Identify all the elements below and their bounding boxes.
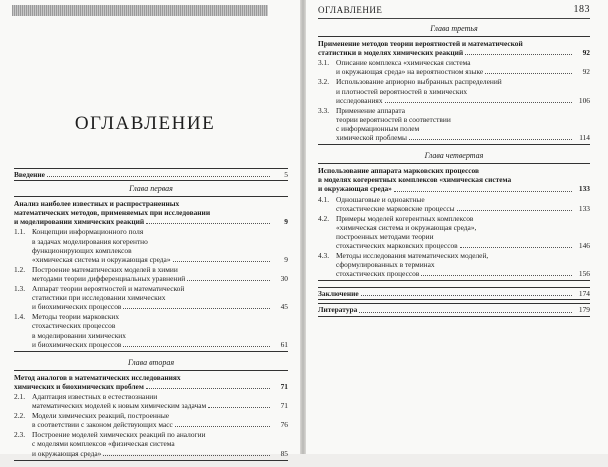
toc-item-4-2: 4.2. Примеры моделей когерентных комплексов «химическая система и окружающая среда», построенных методами теории стохастических марковских процессов 146: [318, 213, 590, 250]
chapter-3-title: Глава третья: [430, 24, 478, 33]
chapter-4-page: 133: [578, 184, 590, 194]
toc-left: [14, 168, 288, 467]
chapter-2-page: 71: [280, 381, 288, 391]
page-title: ОГЛАВЛЕНИЕ: [74, 113, 216, 134]
toc-item-2-2: 2.2. Модели химических реакций, построенные в соответствии с законом действующих масс 76: [14, 411, 288, 430]
chapter-4-section: [318, 163, 590, 281]
toc-item-2-1: 2.1. Адаптация известных в естествознании математических моделей к новым химическим задачам 71: [14, 391, 288, 411]
toc-item-2-3: 2.3. Построение моделей химических реакций по аналогии с моделями комплексов «физическая система и окружающая среда» 85: [14, 430, 288, 458]
chapter-2-section: [14, 370, 288, 461]
toc-item-1-4: 1.4. Методы теории марковских стохастических процессов в моделировании химических и биохимических процессов 61: [14, 312, 288, 349]
toc-item-1-2: 1.2. Построение математических моделей в химии методами теории дифференциальных уравнений 30: [14, 264, 288, 283]
chapter-4-heading: Использование аппарата марковских процессов в моделях когерентных комплексов «химическая система и окружающая среда» 133: [318, 166, 590, 194]
intro-page: 5: [284, 170, 288, 179]
chapter-1-title: Глава первая: [129, 184, 173, 194]
toc-item-3-2: 3.2. Использование априорно выбранных распределений и плотностей вероятностей в химических исследованиях 106: [318, 77, 590, 105]
toc-literature: Литература 179: [318, 303, 590, 316]
toc-conclusion: Заключение 174: [318, 287, 590, 300]
header-label: ОГЛАВЛЕНИЕ: [318, 5, 383, 15]
page-number: 183: [573, 4, 590, 15]
chapter-3-heading: Применение методов теории вероятностей и математической статистики в моделях химических реакций 92: [318, 39, 590, 58]
intro-label: Введение: [14, 170, 45, 179]
chapter-3-page: 92: [582, 48, 590, 58]
toc-item-4-3: 4.3. Методы исследования математических моделей, сформулированных в терминах стохастических процессов 156: [318, 251, 590, 279]
chapter-2-heading: Метод аналогов в математических исследованиях химических и биохимических проблем 71: [14, 372, 288, 391]
toc-item-1-3: 1.3. Аппарат теории вероятностей и математической статистики при исследовании химических и биохимических процессов 45: [14, 284, 288, 312]
toc-item-1-1: 1.1. Концепции информационного поля в задачах моделирования когерентно функционирующих комплексов «химическая система и окружающая среда» 9: [14, 227, 288, 264]
toc-item-3-3: 3.3. Применение аппарата теории вероятностей в соответствии с информационным полем химической проблемы 114: [318, 105, 590, 143]
toc-item-4-1: 4.1. Одношаговые и одноактные стохастические марковские процессы 133: [318, 194, 590, 213]
running-header: [318, 4, 590, 19]
chapter-2-title: Глава вторая: [127, 357, 175, 367]
toc-right: [318, 24, 590, 320]
chapter-1-section: [14, 196, 288, 352]
toc-item-3-1: 3.1. Описание комплекса «химическая система и окружающая среда» на вероятностном языке 92: [318, 58, 590, 77]
scan-band: [12, 5, 268, 16]
chapter-1-page: 9: [284, 217, 288, 227]
book-gutter: [300, 0, 306, 454]
toc-intro: [14, 168, 288, 181]
chapter-1-heading: Анализ наиболее известных и распространенных математических методов, применяемых при исследовании и моделировании химических реакций 9: [14, 199, 288, 227]
chapter-3-section: [318, 36, 590, 145]
chapter-4-title: Глава четвертая: [424, 151, 484, 161]
